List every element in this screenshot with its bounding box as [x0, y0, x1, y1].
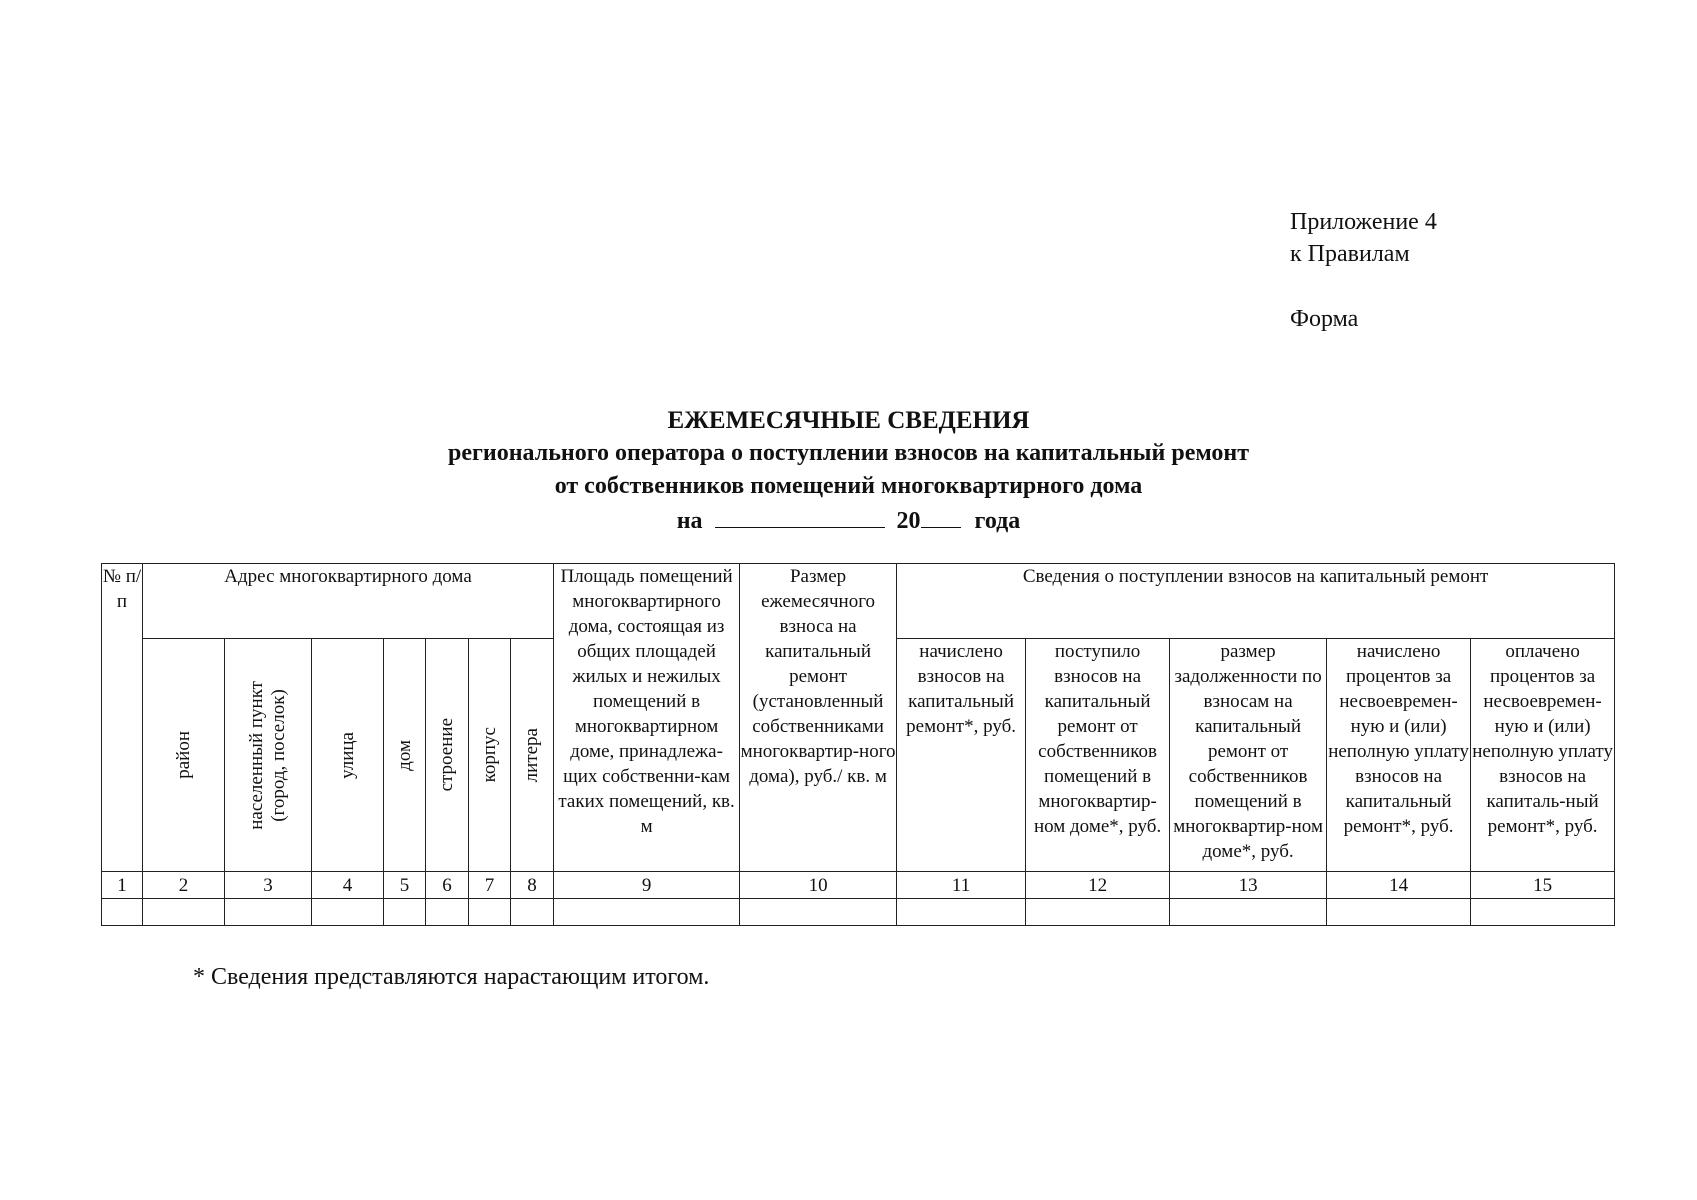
header-row-number: № п/п: [102, 564, 143, 872]
column-number: 11: [897, 872, 1026, 899]
empty-cell: [225, 899, 312, 926]
header-area: Площадь помещений многоквартирного дома, состоящая из общих площадей жилых и нежилых помещений в многоквартирном доме, принадлежа-щих собственни-кам таких помещений, кв. м: [554, 564, 740, 872]
empty-cell: [312, 899, 384, 926]
empty-cell: [740, 899, 897, 926]
appendix-reference: к Правилам: [1290, 241, 1410, 267]
table-row: [102, 899, 1615, 926]
appendix-number: Приложение 4: [1290, 209, 1437, 235]
date-year: 20: [896, 508, 921, 534]
header-locality: населенный пункт (город, поселок): [225, 639, 312, 872]
column-number: 3: [225, 872, 312, 899]
footnote: * Сведения представляются нарастающим итогом.: [193, 964, 710, 990]
empty-cell: [897, 899, 1026, 926]
header-district: район: [143, 639, 225, 872]
title-main: ЕЖЕМЕСЯЧНЫЕ СВЕДЕНИЯ: [667, 407, 1030, 434]
header-letter: литера: [511, 639, 554, 872]
header-received: поступило взносов на капитальный ремонт от собственников помещений в многоквартир-ном доме*, руб.: [1026, 639, 1170, 872]
header-interest-accrued: начислено процентов за несвоевремен-ную и (или) неполную уплату взносов на капитальный ремонт*, руб.: [1327, 639, 1471, 872]
column-number: 9: [554, 872, 740, 899]
title-line-3: от собственников помещений многоквартирного дома: [554, 473, 1143, 499]
empty-cell: [384, 899, 426, 926]
empty-cell: [102, 899, 143, 926]
empty-cell: [554, 899, 740, 926]
header-address-group: Адрес многоквартирного дома: [143, 564, 554, 639]
empty-cell: [1026, 899, 1170, 926]
title-date-line: [0, 503, 1697, 538]
year-blank: [921, 503, 961, 528]
title-line-2: регионального оператора о поступлении взносов на капитальный ремонт: [447, 440, 1250, 466]
empty-cell: [426, 899, 469, 926]
column-number: 7: [469, 872, 511, 899]
column-number: 14: [1327, 872, 1471, 899]
form-label: Форма: [1290, 306, 1359, 332]
empty-cell: [1170, 899, 1327, 926]
date-suffix: года: [974, 508, 1021, 534]
column-number: 15: [1471, 872, 1615, 899]
header-interest-paid: оплачено процентов за несвоевремен-ную и (или) неполную уплату взносов на капиталь-ный ремонт*, руб.: [1471, 639, 1615, 872]
date-prefix: на: [676, 508, 703, 534]
column-number: 10: [740, 872, 897, 899]
empty-cell: [143, 899, 225, 926]
header-accrued: начислено взносов на капитальный ремонт*, руб.: [897, 639, 1026, 872]
column-number: 8: [511, 872, 554, 899]
column-number: 13: [1170, 872, 1327, 899]
column-number: 2: [143, 872, 225, 899]
empty-cell: [1327, 899, 1471, 926]
report-table: [101, 563, 1615, 926]
header-block: корпус: [469, 639, 511, 872]
header-monthly-fee: Размер ежемесячного взноса на капитальный ремонт (установленный собственниками многоквартир-ного дома), руб./ кв. м: [740, 564, 897, 872]
empty-cell: [511, 899, 554, 926]
appendix-block: [1290, 206, 1437, 335]
header-house: дом: [384, 639, 426, 872]
header-receipts-group: Сведения о поступлении взносов на капитальный ремонт: [897, 564, 1615, 639]
column-number: 12: [1026, 872, 1170, 899]
header-street: улица: [312, 639, 384, 872]
header-debt: размер задолженности по взносам на капитальный ремонт от собственников помещений в многоквартир-ном доме*, руб.: [1170, 639, 1327, 872]
column-numbers-row: [102, 872, 1615, 899]
column-number: 5: [384, 872, 426, 899]
empty-cell: [469, 899, 511, 926]
month-blank: [715, 503, 885, 528]
column-number: 4: [312, 872, 384, 899]
column-number: 6: [426, 872, 469, 899]
empty-cell: [1471, 899, 1615, 926]
document-title: [0, 404, 1697, 538]
column-number: 1: [102, 872, 143, 899]
header-building: строение: [426, 639, 469, 872]
